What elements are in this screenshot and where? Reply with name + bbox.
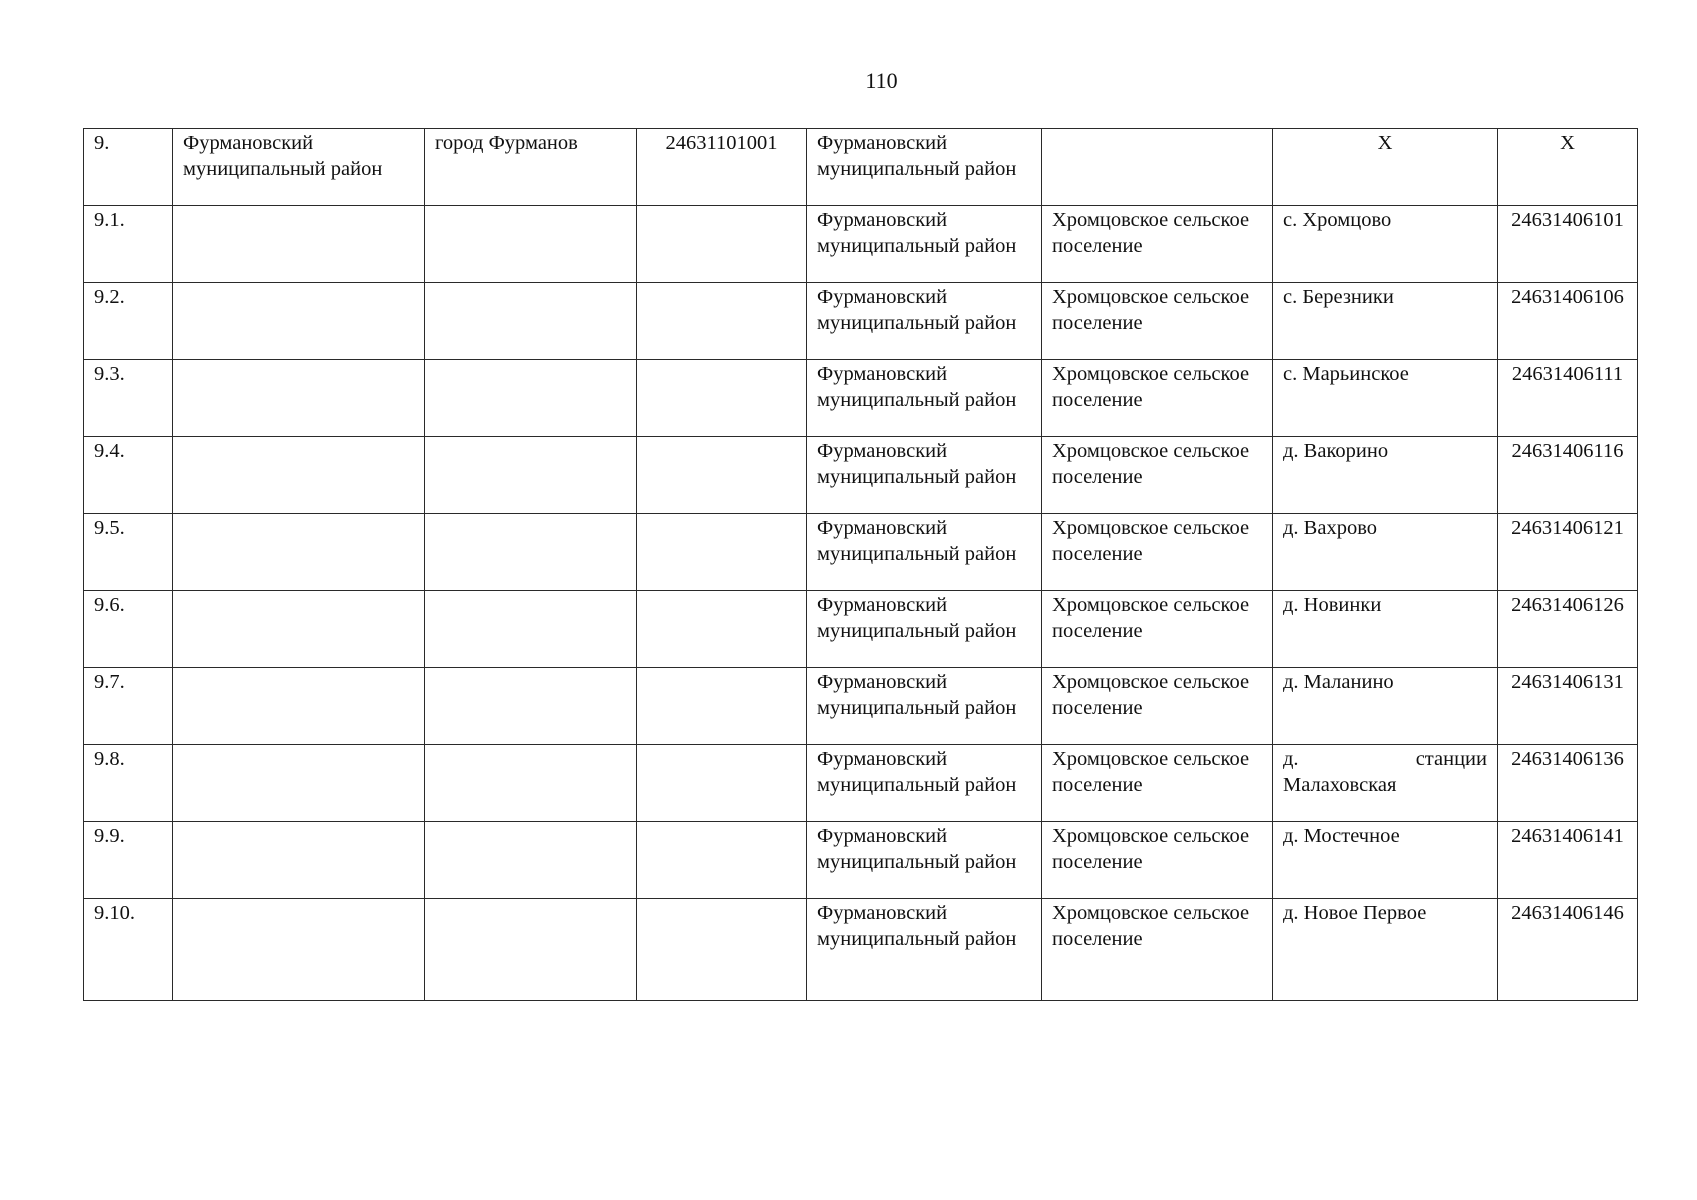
municipality-cell: Фурмановский муниципальный район <box>807 129 1042 206</box>
locality-cell: с. Хромцово <box>1273 206 1498 283</box>
district-cell <box>173 437 425 514</box>
municipality-cell: Фурмановский муниципальный район <box>807 514 1042 591</box>
district-cell <box>173 206 425 283</box>
city-code-cell <box>637 514 807 591</box>
locality-cell: д. Вахрово <box>1273 514 1498 591</box>
okato-cell: 24631406126 <box>1498 591 1638 668</box>
settlement-cell: Хромцовское сельское поселение <box>1042 206 1273 283</box>
row-number-cell: 9.8. <box>84 745 173 822</box>
city-cell <box>425 283 637 360</box>
settlement-cell: Хромцовское сельское поселение <box>1042 899 1273 1001</box>
locality-cell: д. Вакорино <box>1273 437 1498 514</box>
district-cell <box>173 514 425 591</box>
settlement-cell: Хромцовское сельское поселение <box>1042 591 1273 668</box>
settlement-cell: Хромцовское сельское поселение <box>1042 668 1273 745</box>
city-code-cell <box>637 745 807 822</box>
row-number-cell: 9.1. <box>84 206 173 283</box>
okato-cell: 24631406106 <box>1498 283 1638 360</box>
okato-cell: 24631406131 <box>1498 668 1638 745</box>
district-cell <box>173 899 425 1001</box>
row-number-cell: 9. <box>84 129 173 206</box>
municipality-cell: Фурмановский муниципальный район <box>807 283 1042 360</box>
okato-cell: 24631406116 <box>1498 437 1638 514</box>
municipality-cell: Фурмановский муниципальный район <box>807 745 1042 822</box>
okato-cell: 24631406146 <box>1498 899 1638 1001</box>
city-code-cell <box>637 822 807 899</box>
city-cell <box>425 591 637 668</box>
okato-cell: X <box>1498 129 1638 206</box>
settlement-cell: Хромцовское сельское поселение <box>1042 360 1273 437</box>
district-cell <box>173 745 425 822</box>
table-row <box>84 668 1638 745</box>
registry-table <box>83 128 1638 1001</box>
city-cell <box>425 514 637 591</box>
district-cell <box>173 668 425 745</box>
city-code-cell: 24631101001 <box>637 129 807 206</box>
city-code-cell <box>637 283 807 360</box>
row-number-cell: 9.10. <box>84 899 173 1001</box>
city-cell <box>425 745 637 822</box>
city-cell <box>425 360 637 437</box>
municipality-cell: Фурмановский муниципальный район <box>807 206 1042 283</box>
municipality-cell: Фурмановский муниципальный район <box>807 822 1042 899</box>
locality-cell: с. Марьинское <box>1273 360 1498 437</box>
row-number-cell: 9.9. <box>84 822 173 899</box>
city-cell <box>425 899 637 1001</box>
settlement-cell: Хромцовское сельское поселение <box>1042 514 1273 591</box>
locality-cell: X <box>1273 129 1498 206</box>
page-number: 110 <box>865 68 898 93</box>
row-number-cell: 9.6. <box>84 591 173 668</box>
table-row <box>84 437 1638 514</box>
table-row <box>84 899 1638 1001</box>
okato-cell: 24631406121 <box>1498 514 1638 591</box>
city-cell: город Фурманов <box>425 129 637 206</box>
district-cell <box>173 283 425 360</box>
table-row <box>84 360 1638 437</box>
city-code-cell <box>637 899 807 1001</box>
settlement-cell: Хромцовское сельское поселение <box>1042 745 1273 822</box>
okato-cell: 24631406141 <box>1498 822 1638 899</box>
city-cell <box>425 206 637 283</box>
city-code-cell <box>637 360 807 437</box>
municipality-cell: Фурмановский муниципальный район <box>807 437 1042 514</box>
okato-cell: 24631406101 <box>1498 206 1638 283</box>
municipality-cell: Фурмановский муниципальный район <box>807 591 1042 668</box>
row-number-cell: 9.3. <box>84 360 173 437</box>
locality-cell: с. Березники <box>1273 283 1498 360</box>
city-code-cell <box>637 206 807 283</box>
district-cell <box>173 822 425 899</box>
locality-cell: д. станции Малаховская <box>1273 745 1498 822</box>
municipality-cell: Фурмановский муниципальный район <box>807 668 1042 745</box>
locality-cell: д. Мостечное <box>1273 822 1498 899</box>
table-row <box>84 591 1638 668</box>
table-row-header-entry <box>84 129 1638 206</box>
city-cell <box>425 668 637 745</box>
row-number-cell: 9.2. <box>84 283 173 360</box>
locality-cell: д. Маланино <box>1273 668 1498 745</box>
settlement-cell: Хромцовское сельское поселение <box>1042 822 1273 899</box>
locality-cell: д. Новое Первое <box>1273 899 1498 1001</box>
settlement-cell: Хромцовское сельское поселение <box>1042 437 1273 514</box>
table-row <box>84 283 1638 360</box>
row-number-cell: 9.7. <box>84 668 173 745</box>
settlement-cell: Хромцовское сельское поселение <box>1042 283 1273 360</box>
municipality-cell: Фурмановский муниципальный район <box>807 360 1042 437</box>
city-code-cell <box>637 668 807 745</box>
city-cell <box>425 822 637 899</box>
table-row <box>84 206 1638 283</box>
municipality-cell: Фурмановский муниципальный район <box>807 899 1042 1001</box>
city-code-cell <box>637 591 807 668</box>
row-number-cell: 9.4. <box>84 437 173 514</box>
table-row <box>84 745 1638 822</box>
row-number-cell: 9.5. <box>84 514 173 591</box>
locality-cell: д. Новинки <box>1273 591 1498 668</box>
district-cell <box>173 360 425 437</box>
okato-cell: 24631406111 <box>1498 360 1638 437</box>
city-cell <box>425 437 637 514</box>
district-cell: Фурмановский муниципальный район <box>173 129 425 206</box>
city-code-cell <box>637 437 807 514</box>
okato-cell: 24631406136 <box>1498 745 1638 822</box>
table-row <box>84 514 1638 591</box>
settlement-cell <box>1042 129 1273 206</box>
district-cell <box>173 591 425 668</box>
table-body <box>84 129 1638 1001</box>
table-row <box>84 822 1638 899</box>
